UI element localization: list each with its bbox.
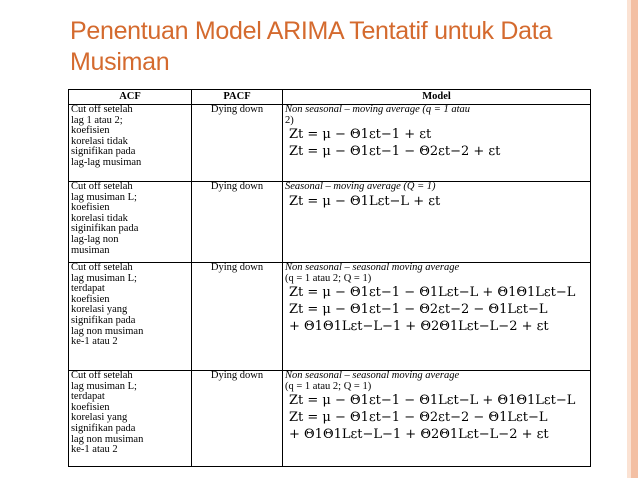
model-description: Non seasonal – seasonal moving average [285, 370, 460, 381]
slide-title [70, 16, 590, 78]
slide-title-line-2: Musiman [70, 48, 170, 76]
acf-text: lag musiman L; [71, 380, 137, 392]
pacf-cell: Dying down [192, 263, 283, 371]
acf-cell [69, 263, 192, 371]
acf-cell [69, 371, 192, 467]
acf-text: lag musiman L; [71, 272, 137, 284]
acf-text: lag non musiman [71, 325, 144, 337]
slide-title-line-1: Penentuan Model ARIMA Tentatif untuk Data [70, 17, 552, 45]
table-row [69, 182, 591, 263]
acf-text: korelasi tidak [71, 135, 128, 147]
acf-text: korelasi yang [71, 304, 128, 316]
model-equation: Zt = μ − Θ1εt−1 − Θ1Lεt−L + Θ1Θ1Lεt−L [289, 393, 576, 409]
table-row [69, 105, 591, 182]
pacf-cell: Dying down [192, 105, 283, 182]
header-model: Model [283, 90, 591, 105]
acf-text: siginifikan pada [71, 223, 139, 235]
model-cell [283, 182, 591, 263]
acf-text: koefisien [71, 202, 110, 214]
acf-text: signifikan pada [71, 314, 136, 326]
acf-text: Cut off setelah [71, 181, 133, 192]
model-equation: Zt = μ − Θ1εt−1 − Θ2εt−2 − Θ1Lεt−L [289, 410, 548, 426]
model-cell [283, 105, 591, 182]
model-equation: Zt = μ − Θ1εt−1 − Θ2εt−2 − Θ1Lεt−L [289, 302, 548, 318]
model-equation: Zt = μ − Θ1εt−1 + εt [289, 127, 432, 143]
model-description: Non seasonal – moving average (q = 1 atau [285, 104, 470, 115]
acf-text: ke-1 atau 2 [71, 444, 118, 456]
header-acf: ACF [69, 90, 192, 105]
arima-model-table [68, 89, 591, 467]
table-row [69, 371, 591, 467]
table-row [69, 263, 591, 371]
model-description: (q = 1 atau 2; Q = 1) [285, 380, 372, 392]
acf-text: signifikan pada [71, 422, 136, 434]
acf-text: ke-1 atau 2 [71, 336, 118, 348]
model-description: 2) [285, 114, 294, 126]
acf-text: Cut off setelah [71, 262, 133, 273]
acf-text: lag-lag non [71, 233, 119, 245]
model-cell [283, 263, 591, 371]
acf-text: signifikan pada [71, 146, 136, 158]
acf-cell [69, 105, 192, 182]
acf-text: lag non musiman [71, 433, 144, 445]
decorative-side-stripe [624, 0, 638, 478]
model-equation: + Θ1Θ1Lεt−L−1 + Θ2Θ1Lεt−L−2 + εt [289, 427, 549, 443]
stripe-dark [631, 0, 638, 478]
acf-text: korelasi tidak [71, 212, 128, 224]
acf-text: koefisien [71, 293, 110, 305]
pacf-cell: Dying down [192, 371, 283, 467]
model-equation: Zt = μ − Θ1εt−1 − Θ1Lεt−L + Θ1Θ1Lεt−L [289, 285, 576, 301]
model-description: Non seasonal – seasonal moving average [285, 262, 460, 273]
acf-text: lag musiman L; [71, 191, 137, 203]
model-description: (q = 1 atau 2; Q = 1) [285, 272, 372, 284]
pacf-cell: Dying down [192, 182, 283, 263]
acf-text: lag-lag musiman [71, 156, 142, 168]
acf-text: lag 1 atau 2; [71, 114, 123, 126]
acf-text: musiman [71, 244, 110, 256]
table-header-row [69, 90, 591, 105]
model-cell [283, 371, 591, 467]
acf-text: korelasi yang [71, 412, 128, 424]
model-description: Seasonal – moving average (Q = 1) [285, 181, 436, 192]
model-equation: + Θ1Θ1Lεt−L−1 + Θ2Θ1Lεt−L−2 + εt [289, 319, 549, 335]
header-pacf: PACF [192, 90, 283, 105]
acf-text: koefisien [71, 125, 110, 137]
acf-text: Cut off setelah [71, 370, 133, 381]
model-equation: Zt = μ − Θ1εt−1 − Θ2εt−2 + εt [289, 144, 501, 160]
model-equation: Zt = μ − Θ1Lεt−L + εt [289, 193, 441, 209]
acf-text: Cut off setelah [71, 104, 133, 115]
acf-text: terdapat [71, 283, 105, 295]
acf-text: koefisien [71, 401, 110, 413]
acf-cell [69, 182, 192, 263]
acf-text: terdapat [71, 391, 105, 403]
